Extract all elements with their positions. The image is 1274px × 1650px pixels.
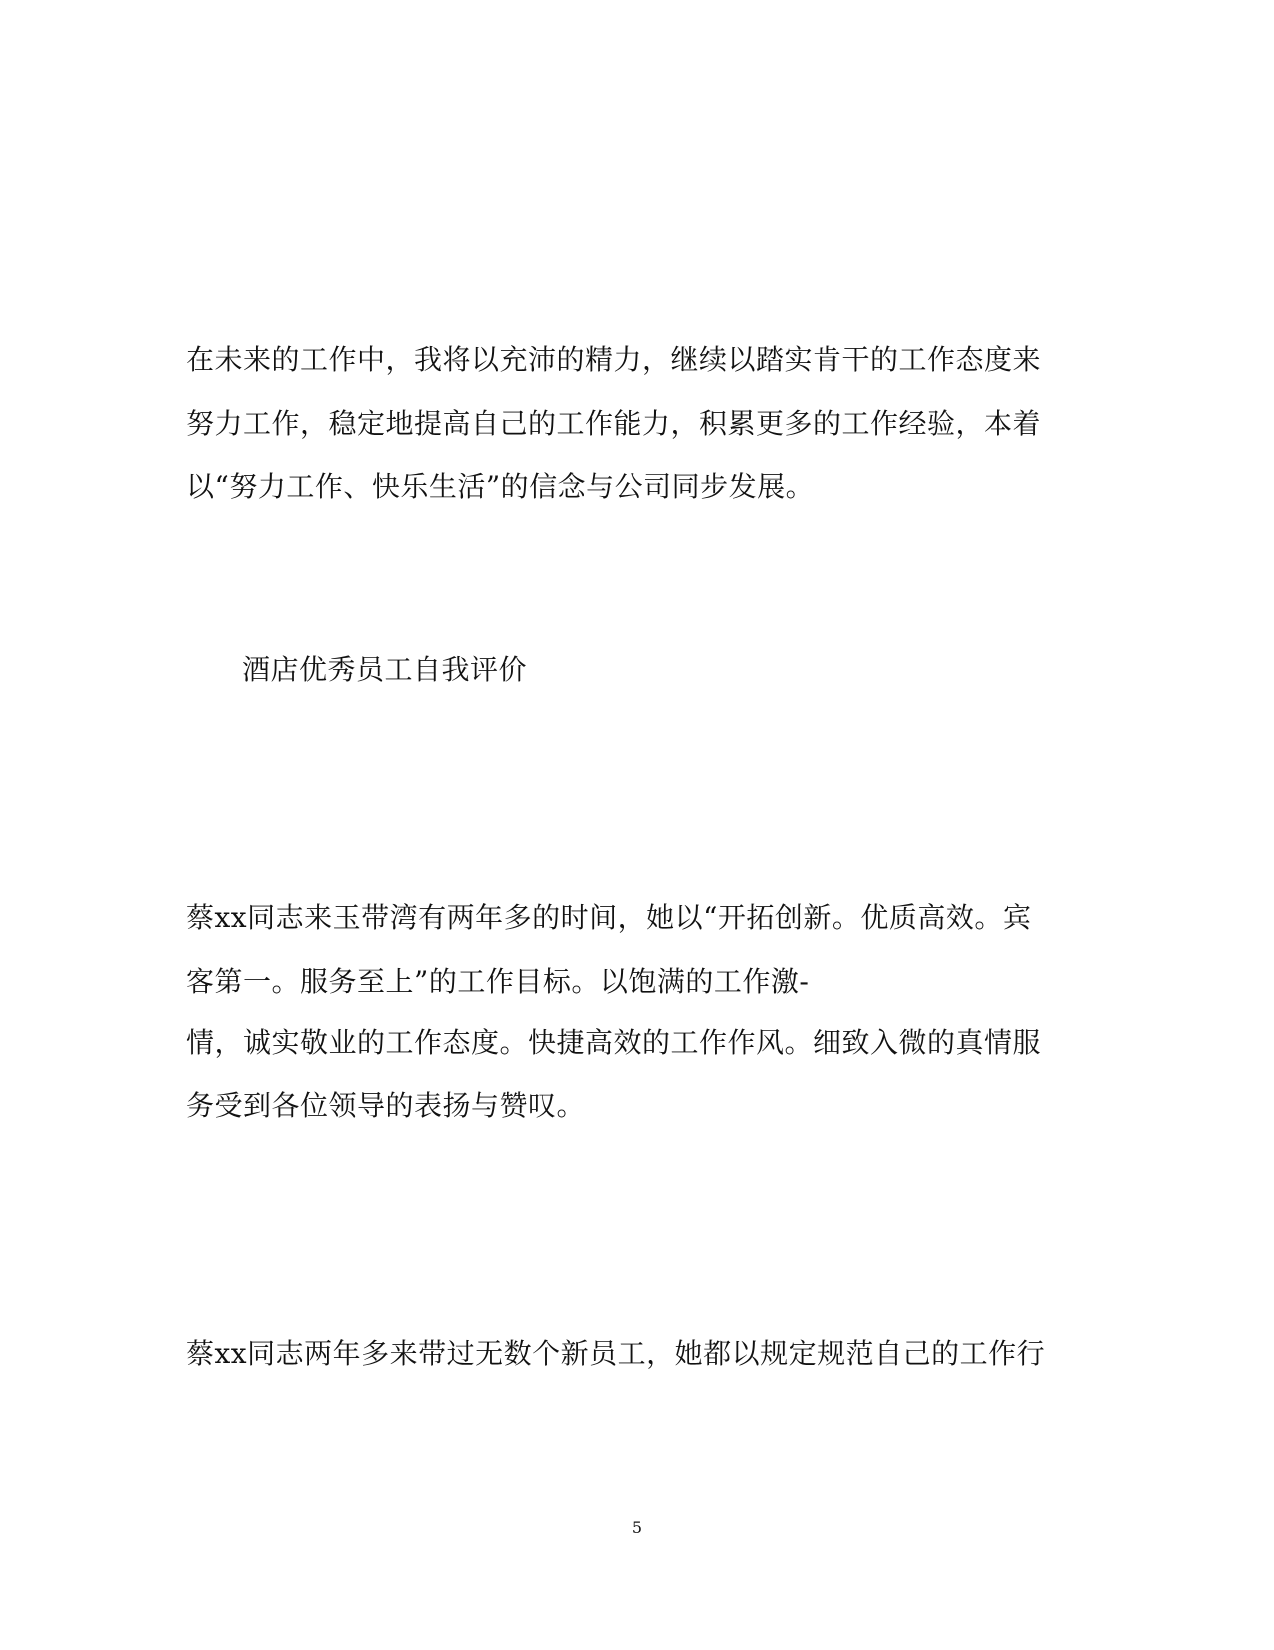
paragraph-1-line-2: 努力工作，稳定地提高自己的工作能力，积累更多的工作经验，本着	[186, 407, 1042, 440]
paragraph-1-line-1: 在未来的工作中，我将以充沛的精力，继续以踏实肯干的工作态度来	[186, 343, 1042, 376]
page-number: 5	[631, 1518, 643, 1537]
paragraph-3-line-1: 蔡xx同志两年多来带过无数个新员工，她都以规定规范自己的工作行	[186, 1337, 1046, 1370]
paragraph-2-line-3: 情，诚实敬业的工作态度。快捷高效的工作作风。细致入微的真情服	[186, 1026, 1042, 1059]
paragraph-2-line-2: 客第一。服务至上”的工作目标。以饱满的工作激-	[186, 965, 810, 998]
paragraph-2-line-4: 务受到各位领导的表扬与赞叹。	[186, 1089, 586, 1122]
paragraph-1-line-3: 以“努力工作、快乐生活”的信念与公司同步发展。	[186, 470, 815, 503]
section-heading: 酒店优秀员工自我评价	[242, 653, 528, 686]
paragraph-2-line-1: 蔡xx同志来玉带湾有两年多的时间，她以“开拓创新。优质高效。宾	[186, 901, 1032, 934]
